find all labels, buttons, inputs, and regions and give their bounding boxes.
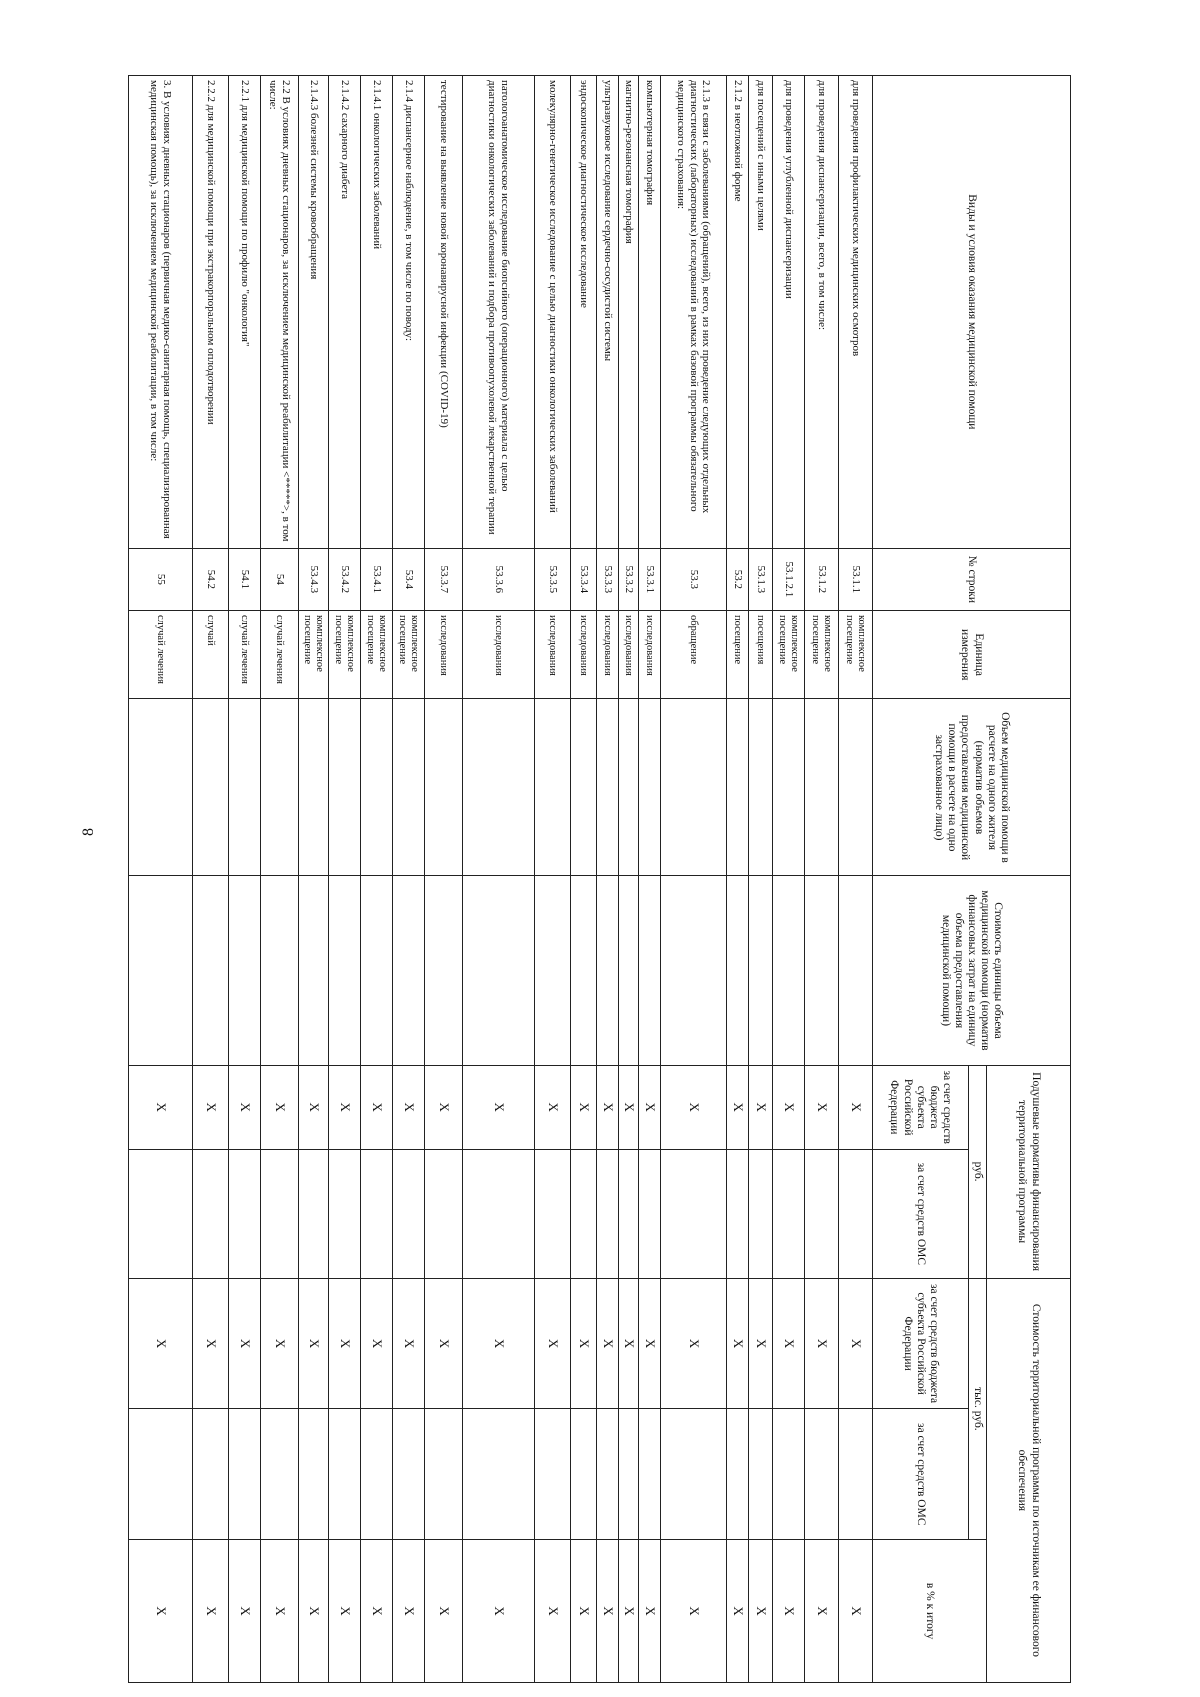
row-norm-budget: X [128,1065,192,1149]
row-norm-oms [462,1149,534,1278]
row-code: 53.3.1 [638,548,660,610]
row-unit: случай лечения [128,610,192,698]
row-name: магнитно-резонансная томография [618,76,638,549]
row-norm-budget: X [618,1065,638,1149]
row-cost [772,876,804,1065]
row-cost [748,876,772,1065]
row-volume [660,699,726,876]
row-norm-budget: X [748,1065,772,1149]
table-row [804,76,838,1683]
row-cost [570,876,596,1065]
row-cost-budget: X [618,1278,638,1409]
row-cost-oms [260,1409,298,1540]
row-unit: исследования [638,610,660,698]
table-row [298,76,328,1683]
row-code: 53.3.4 [570,548,596,610]
row-code: 53.2 [726,548,748,610]
row-cost-oms [534,1409,570,1540]
table-header [872,76,1070,1683]
row-cost-oms [128,1409,192,1540]
row-norm-budget: X [570,1065,596,1149]
row-norm-oms [618,1149,638,1278]
row-name: для проведения углубленной диспансеризации [772,76,804,549]
row-unit: посещение [726,610,748,698]
row-name: тестирование на выявление новой коронавирусной инфекции (COVID-19) [424,76,462,549]
row-norm-oms [570,1149,596,1278]
header-volume: Объем медицинской помощи в расчете на одного жителя (норматив объемов предоставления медицинской помощи в расчете на одно застрахованное лицо) [872,699,1070,876]
row-cost-oms [228,1409,260,1540]
row-code: 53.1.2.1 [772,548,804,610]
row-cost-oms [804,1409,838,1540]
row-code: 53.4 [392,548,424,610]
row-cost-budget: X [328,1278,360,1409]
row-unit: случай лечения [228,610,260,698]
row-cost-budget: X [392,1278,424,1409]
table-row [726,76,748,1683]
header-cost: Стоимость единицы объема медицинской помощи (норматив финансовых затрат на единицу объема предоставления медицинской помощи) [872,876,1070,1065]
row-cost-oms [772,1409,804,1540]
row-cost-oms [618,1409,638,1540]
row-code: 53.3.3 [596,548,618,610]
row-norm-oms [328,1149,360,1278]
row-name: 2.2.2 для медицинской помощи при экстракорпоральном оплодотворении [192,76,228,549]
table-row [596,76,618,1683]
row-percent: X [660,1540,726,1683]
row-norm-oms [128,1149,192,1278]
row-norm-oms [596,1149,618,1278]
row-name: для проведения профилактических медицинских осмотров [838,76,872,549]
row-cost-oms [462,1409,534,1540]
header-group-norms: Подушевые нормативы финансирования территориальной программы [987,1065,1071,1278]
row-code: 54 [260,548,298,610]
row-norm-budget: X [804,1065,838,1149]
row-name: 2.1.4.2 сахарного диабета [328,76,360,549]
row-volume [328,699,360,876]
row-name: компьютерная томография [638,76,660,549]
header-cost-budget: за счет средств бюджета субъекта Российской Федерации [872,1278,968,1409]
row-name: 2.2.1 для медицинской помощи по профилю "онкология" [228,76,260,549]
financing-table [128,75,1071,1683]
row-code: 54.1 [228,548,260,610]
row-volume [748,699,772,876]
row-percent: X [596,1540,618,1683]
table-row [260,76,298,1683]
row-name: 3. В условиях дневных стационаров (первичная медико-санитарная помощь, специализированная медицинская помощь), за исключением медицинской реабилитации, в том числе: [128,76,192,549]
row-percent: X [392,1540,424,1683]
header-unit: Единица измерения [872,610,1070,698]
row-norm-oms [392,1149,424,1278]
row-cost-budget: X [228,1278,260,1409]
row-cost [838,876,872,1065]
row-volume [424,699,462,876]
row-code: 53.3.5 [534,548,570,610]
row-volume [260,699,298,876]
row-unit: комплексное посещение [360,610,392,698]
row-volume [392,699,424,876]
row-norm-budget: X [596,1065,618,1149]
row-cost-budget: X [748,1278,772,1409]
row-cost-oms [328,1409,360,1540]
row-norm-budget: X [192,1065,228,1149]
row-percent: X [128,1540,192,1683]
header-row-no: № строки [872,548,1070,610]
row-cost [328,876,360,1065]
row-cost-budget: X [570,1278,596,1409]
row-name: эндоскопическое диагностическое исследование [570,76,596,549]
table-row [534,76,570,1683]
table-row [772,76,804,1683]
row-name: для посещений с иными целями [748,76,772,549]
table-body [128,76,872,1683]
row-norm-oms [192,1149,228,1278]
row-cost [638,876,660,1065]
row-unit: исследования [596,610,618,698]
header-cost-unit: тыс. руб. [968,1278,986,1539]
table-row [192,76,228,1683]
row-percent: X [638,1540,660,1683]
row-unit: случай лечения [260,610,298,698]
row-code: 53.4.3 [298,548,328,610]
row-unit: исследования [570,610,596,698]
row-volume [228,699,260,876]
row-percent: X [192,1540,228,1683]
row-cost-budget: X [462,1278,534,1409]
row-norm-oms [748,1149,772,1278]
row-cost-oms [298,1409,328,1540]
row-norm-budget: X [772,1065,804,1149]
rotated-page-content [102,75,1071,1683]
row-cost-budget: X [804,1278,838,1409]
row-unit: комплексное посещение [298,610,328,698]
header-cost-oms: за счет средств ОМС [872,1409,968,1540]
row-percent: X [360,1540,392,1683]
row-cost-budget: X [660,1278,726,1409]
row-percent: X [228,1540,260,1683]
row-norm-oms [228,1149,260,1278]
row-cost-oms [748,1409,772,1540]
header-group-cost: Стоимость территориальной программы по источникам ее финансового обеспечения [987,1278,1071,1682]
row-norm-budget: X [328,1065,360,1149]
row-code: 53.3.2 [618,548,638,610]
row-unit: обращение [660,610,726,698]
row-norm-budget: X [260,1065,298,1149]
row-unit: случай [192,610,228,698]
row-unit: комплексное посещение [804,610,838,698]
row-name: 2.1.4.1 онкологических заболеваний [360,76,392,549]
row-cost-oms [570,1409,596,1540]
row-cost-budget: X [838,1278,872,1409]
row-norm-oms [838,1149,872,1278]
row-volume [534,699,570,876]
row-cost-budget: X [596,1278,618,1409]
row-unit: посещения [748,610,772,698]
row-code: 53.1.3 [748,548,772,610]
row-volume [128,699,192,876]
row-cost-budget: X [772,1278,804,1409]
page-number: 8 [80,828,97,836]
row-percent: X [772,1540,804,1683]
row-norm-oms [638,1149,660,1278]
row-name: 2.1.2 в неотложной форме [726,76,748,549]
table-row [462,76,534,1683]
table-row [128,76,192,1683]
table-row [360,76,392,1683]
row-norm-budget: X [660,1065,726,1149]
table-row [660,76,726,1683]
row-norm-oms [298,1149,328,1278]
row-volume [596,699,618,876]
row-norm-budget: X [462,1065,534,1149]
row-name: патологоанатомическое исследование биопсийного (операционного) материала с целью диагностики онкологических заболеваний и подбора противоопухолевой лекарственной терапии [462,76,534,549]
row-cost [128,876,192,1065]
row-percent: X [748,1540,772,1683]
row-unit: комплексное посещение [838,610,872,698]
row-percent: X [424,1540,462,1683]
row-norm-budget: X [838,1065,872,1149]
row-unit: исследования [618,610,638,698]
row-norm-oms [726,1149,748,1278]
row-norm-budget: X [298,1065,328,1149]
row-code: 54.2 [192,548,228,610]
row-cost-budget: X [192,1278,228,1409]
row-cost-oms [424,1409,462,1540]
row-norm-oms [660,1149,726,1278]
row-cost-oms [596,1409,618,1540]
row-cost [192,876,228,1065]
row-cost-oms [838,1409,872,1540]
table-row [228,76,260,1683]
table-row [638,76,660,1683]
table-row [618,76,638,1683]
row-volume [462,699,534,876]
row-percent: X [618,1540,638,1683]
row-code: 53.3.6 [462,548,534,610]
row-norm-oms [360,1149,392,1278]
row-cost [260,876,298,1065]
row-cost-oms [726,1409,748,1540]
row-norm-budget: X [392,1065,424,1149]
row-cost [804,876,838,1065]
row-volume [618,699,638,876]
row-cost-budget: X [260,1278,298,1409]
row-name: для проведения диспансеризации, всего, в том числе: [804,76,838,549]
row-cost [228,876,260,1065]
row-cost-budget: X [298,1278,328,1409]
row-volume [772,699,804,876]
row-cost [534,876,570,1065]
row-cost-budget: X [726,1278,748,1409]
row-name: 2.1.4.3 болезней системы кровообращения [298,76,328,549]
row-norm-oms [424,1149,462,1278]
row-unit: комплексное посещение [772,610,804,698]
row-percent: X [570,1540,596,1683]
header-norm-budget: за счет средств бюджета субъекта Российской Федерации [872,1065,968,1149]
row-cost-budget: X [360,1278,392,1409]
row-code: 53.3.7 [424,548,462,610]
table-row [748,76,772,1683]
row-norm-budget: X [228,1065,260,1149]
row-cost [726,876,748,1065]
row-cost-oms [392,1409,424,1540]
row-cost [298,876,328,1065]
row-name: 2.1.4 диспансерное наблюдение, в том числе по поводу: [392,76,424,549]
row-cost-oms [660,1409,726,1540]
row-name: 2.2 В условиях дневных стационаров, за исключением медицинской реабилитации <*****>, в том числе: [260,76,298,549]
row-cost [360,876,392,1065]
row-cost [596,876,618,1065]
row-code: 53.1.2 [804,548,838,610]
header-percent: в % к итогу [872,1540,986,1683]
row-norm-budget: X [360,1065,392,1149]
row-unit: комплексное посещение [392,610,424,698]
row-unit: исследования [534,610,570,698]
row-cost-budget: X [534,1278,570,1409]
row-name: ультразвуковое исследование сердечно-сосудистой системы [596,76,618,549]
table-row [392,76,424,1683]
row-code: 53.4.1 [360,548,392,610]
row-cost [462,876,534,1065]
table-row [570,76,596,1683]
row-norm-budget: X [424,1065,462,1149]
row-cost [424,876,462,1065]
row-percent: X [298,1540,328,1683]
row-code: 53.1.1 [838,548,872,610]
row-norm-oms [260,1149,298,1278]
row-norm-oms [772,1149,804,1278]
row-name: молекулярно-генетическое исследование с целью диагностики онкологических заболеваний [534,76,570,549]
header-norm-oms: за счет средств ОМС [872,1149,968,1278]
row-volume [360,699,392,876]
row-cost-oms [638,1409,660,1540]
row-norm-oms [534,1149,570,1278]
row-code: 55 [128,548,192,610]
row-volume [838,699,872,876]
header-norms-unit: руб. [968,1065,986,1278]
row-cost-budget: X [424,1278,462,1409]
row-volume [298,699,328,876]
row-cost [618,876,638,1065]
row-cost [392,876,424,1065]
row-norm-oms [804,1149,838,1278]
row-unit: комплексное посещение [328,610,360,698]
row-volume [726,699,748,876]
row-percent: X [328,1540,360,1683]
header-name: Виды и условия оказания медицинской помощи [872,76,1070,549]
row-volume [192,699,228,876]
row-cost-oms [192,1409,228,1540]
row-unit: исследования [424,610,462,698]
row-percent: X [726,1540,748,1683]
row-volume [570,699,596,876]
row-cost-oms [360,1409,392,1540]
row-percent: X [534,1540,570,1683]
row-cost-budget: X [638,1278,660,1409]
row-norm-budget: X [534,1065,570,1149]
row-code: 53.3 [660,548,726,610]
row-cost-budget: X [128,1278,192,1409]
row-volume [638,699,660,876]
table-row [838,76,872,1683]
table-row [424,76,462,1683]
row-norm-budget: X [638,1065,660,1149]
row-percent: X [462,1540,534,1683]
row-volume [804,699,838,876]
row-norm-budget: X [726,1065,748,1149]
row-code: 53.4.2 [328,548,360,610]
row-cost [660,876,726,1065]
row-percent: X [260,1540,298,1683]
table-row [328,76,360,1683]
row-unit: исследования [462,610,534,698]
row-percent: X [838,1540,872,1683]
row-percent: X [804,1540,838,1683]
row-name: 2.1.3 в связи с заболеваниями (обращений), всего, из них проведение следующих отдельных диагностических (лабораторных) исследований в рамках базовой программы обязательного медицинского страхования: [660,76,726,549]
